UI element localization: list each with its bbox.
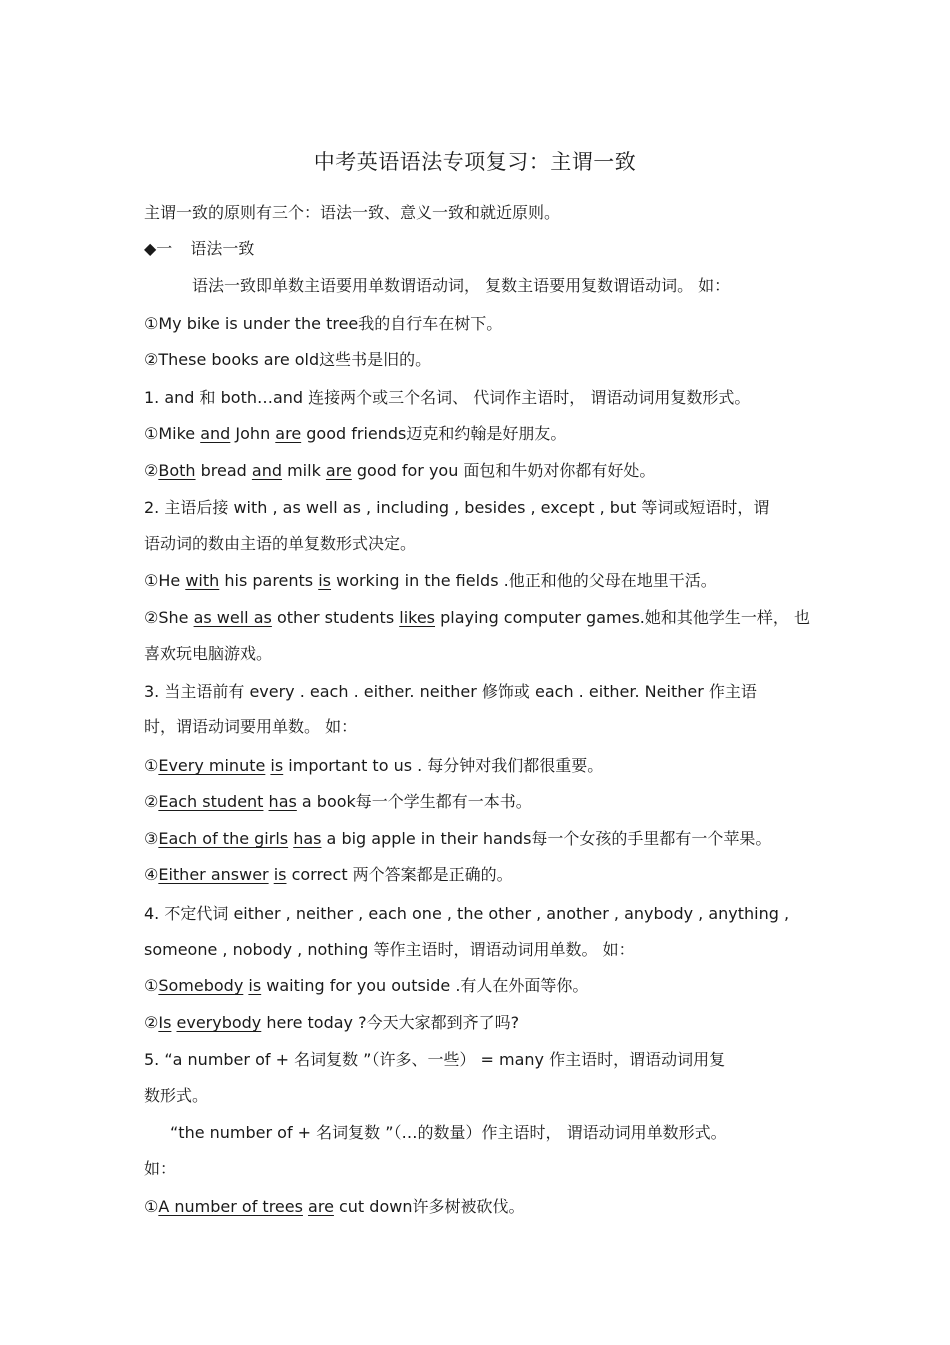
- text-segment: ①Mike: [144, 424, 201, 443]
- text-segment: here today ?今天大家都到齐了吗?: [261, 1013, 520, 1032]
- example-line: [144, 460, 809, 482]
- example-line: [144, 755, 809, 777]
- rule-paragraph: someone , nobody , nothing 等作主语时，谓语动词用单数。 如：: [144, 940, 635, 959]
- diamond-marker: ◆一: [144, 239, 173, 258]
- example-line: [144, 1196, 809, 1218]
- text-segment: important to us . 每分钟对我们都很重要。: [283, 756, 604, 775]
- text-segment: bread: [195, 461, 252, 480]
- example-line: [144, 607, 809, 629]
- rule-paragraph: 数形式。: [144, 1086, 209, 1105]
- rule-paragraph: 时，谓语动词要用单数。 如：: [144, 717, 358, 736]
- underlined-word: Each of the girls: [158, 829, 289, 848]
- underlined-word: everybody: [176, 1013, 262, 1032]
- text-segment: waiting for you outside .有人在外面等你。: [261, 976, 589, 995]
- example-line: ①My bike is under the tree我的自行车在树下。: [144, 314, 503, 333]
- text-segment: John: [230, 424, 276, 443]
- rule-text: 语法一致即单数主语要用单数谓语动词， 复数主语要用复数谓语动词。 如：: [192, 276, 731, 295]
- underlined-word: are: [325, 461, 352, 480]
- text-segment: a book每一个学生都有一本书。: [296, 792, 532, 811]
- example-line: [144, 423, 809, 445]
- example-line: 喜欢玩电脑游戏。: [144, 644, 273, 663]
- rule-paragraph: 如：: [144, 1159, 177, 1178]
- underlined-word: Both: [158, 461, 196, 480]
- example-line: ②These books are old这些书是旧的。: [144, 350, 432, 369]
- example-line: [144, 791, 809, 813]
- underlined-word: has: [268, 792, 297, 811]
- underlined-word: has: [293, 829, 322, 848]
- rule-paragraph: “the number of + 名词复数 ”（…的数量）作主语时， 谓语动词用单数形式。: [170, 1123, 727, 1142]
- example-line: [144, 828, 809, 850]
- text-segment: his parents: [219, 571, 319, 590]
- underlined-word: and: [200, 424, 231, 443]
- text-segment: good friends迈克和约翰是好朋友。: [301, 424, 567, 443]
- intro-text: 主谓一致的原则有三个：语法一致、意义一致和就近原则。: [144, 203, 561, 222]
- text-segment: good for you 面包和牛奶对你都有好处。: [351, 461, 656, 480]
- text-segment: ④: [144, 865, 159, 884]
- text-segment: other students: [271, 608, 400, 627]
- underlined-word: likes: [399, 608, 436, 627]
- text-segment: working in the fields .他正和他的父母在地里干活。: [331, 571, 717, 590]
- underlined-word: with: [185, 571, 220, 590]
- rule-paragraph: 2. 主语后接 with , as well as , including , besides , except , but 等词或短语时，谓: [144, 498, 770, 517]
- underlined-word: are: [275, 424, 302, 443]
- text-segment: milk: [282, 461, 326, 480]
- text-segment: ②She: [144, 608, 194, 627]
- underlined-word: Somebody: [158, 976, 244, 995]
- text-segment: ③: [144, 829, 159, 848]
- text-segment: ②: [144, 461, 159, 480]
- underlined-word: as well as: [193, 608, 272, 627]
- rule-paragraph: 3. 当主语前有 every . each . either. neither 修饰或 each . either. Neither 作主语: [144, 682, 757, 701]
- section-label: 语法一致: [190, 239, 255, 258]
- underlined-word: Every minute: [158, 756, 266, 775]
- rule-paragraph: 语动词的数由主语的单复数形式决定。: [144, 534, 417, 553]
- underlined-word: is: [273, 865, 287, 884]
- rule-paragraph: 4. 不定代词 either , neither , each one , the other , another , anybody , anything ,: [144, 904, 790, 923]
- example-line: [144, 570, 809, 592]
- underlined-word: are: [308, 1197, 334, 1216]
- text-segment: correct 两个答案都是正确的。: [286, 865, 513, 884]
- text-segment: ②: [144, 1013, 159, 1032]
- rule-paragraph: 5. “a number of + 名词复数 ”（许多、一些） = many 作主语时，谓语动词用复: [144, 1050, 726, 1069]
- text-segment: ②: [144, 792, 159, 811]
- page-title: 中考英语语法专项复习：主谓一致: [313, 150, 637, 174]
- section-heading: [144, 238, 809, 260]
- text-segment: ①He: [144, 571, 186, 590]
- underlined-word: and: [251, 461, 282, 480]
- text-segment: a big apple in their hands每一个女孩的手里都有一个苹果。: [321, 829, 772, 848]
- rule-paragraph: 1. and 和 both…and 连接两个或三个名词、 代词作主语时， 谓语动词用复数形式。: [144, 388, 751, 407]
- text-segment: playing computer games.她和其他学生一样， 也: [435, 608, 810, 627]
- example-line: [144, 864, 809, 886]
- underlined-word: Either answer: [158, 865, 269, 884]
- underlined-word: is: [270, 756, 284, 775]
- text-segment: cut down许多树被砍伐。: [333, 1197, 525, 1216]
- underlined-word: is: [248, 976, 262, 995]
- text-segment: ①: [144, 976, 159, 995]
- underlined-word: is: [318, 571, 332, 590]
- example-line: [144, 1012, 809, 1034]
- underlined-word: A number of trees: [158, 1197, 303, 1216]
- underlined-word: Each student: [158, 792, 264, 811]
- text-segment: ①: [144, 1197, 159, 1216]
- text-segment: ①: [144, 756, 159, 775]
- underlined-word: Is: [158, 1013, 172, 1032]
- example-line: [144, 975, 809, 997]
